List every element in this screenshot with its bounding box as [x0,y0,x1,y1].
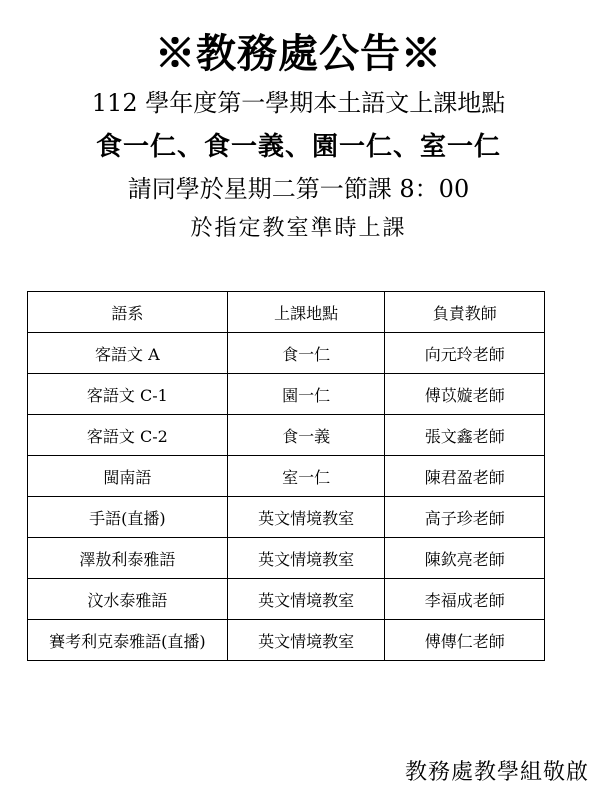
cell-location: 英文情境教室 [227,620,385,661]
notice-instruction: 於指定教室準時上課 [190,216,407,241]
header-location: 上課地點 [227,292,385,333]
cell-teacher: 高子珍老師 [385,497,545,538]
cell-language: 手語(直播) [28,497,228,538]
cell-teacher: 傅傳仁老師 [385,620,545,661]
cell-teacher: 張文鑫老師 [385,415,545,456]
cell-location: 英文情境教室 [227,579,385,620]
cell-language: 閩南語 [28,456,228,497]
notice-classes: 食一仁、食一義、園一仁、室一仁 [95,132,501,162]
table-row [28,497,545,538]
table-row [28,579,545,620]
cell-teacher: 陳欽亮老師 [385,538,545,579]
cell-language: 澤敖利泰雅語 [28,538,228,579]
cell-teacher: 陳君盈老師 [385,456,545,497]
cell-language: 客語文 C-2 [28,415,228,456]
signature: 教務處教學組敬啟 [404,760,589,785]
cell-teacher: 向元玲老師 [385,333,545,374]
table-row [28,374,545,415]
notice-title: ※教務處公告※ [155,30,442,77]
cell-location: 英文情境教室 [227,497,385,538]
table-row [28,620,545,661]
cell-location: 園一仁 [227,374,385,415]
cell-location: 英文情境教室 [227,538,385,579]
cell-language: 賽考利克泰雅語(直播) [28,620,228,661]
table-row [28,538,545,579]
table-row [28,456,545,497]
cell-location: 食一義 [227,415,385,456]
cell-location: 食一仁 [227,333,385,374]
table-row [28,333,545,374]
table-header-row [28,292,545,333]
header-teacher: 負責教師 [385,292,545,333]
notice-time: 請同學於星期二第一節課 8：00 [127,175,470,203]
schedule-table [27,291,545,661]
table-row [28,415,545,456]
cell-language: 客語文 A [28,333,228,374]
cell-location: 室一仁 [227,456,385,497]
cell-teacher: 李福成老師 [385,579,545,620]
cell-language: 汶水泰雅語 [28,579,228,620]
cell-language: 客語文 C-1 [28,374,228,415]
cell-teacher: 傅苡嫙老師 [385,374,545,415]
header-language: 語系 [28,292,228,333]
notice-subtitle: 112 學年度第一學期本土語文上課地點 [91,89,506,117]
